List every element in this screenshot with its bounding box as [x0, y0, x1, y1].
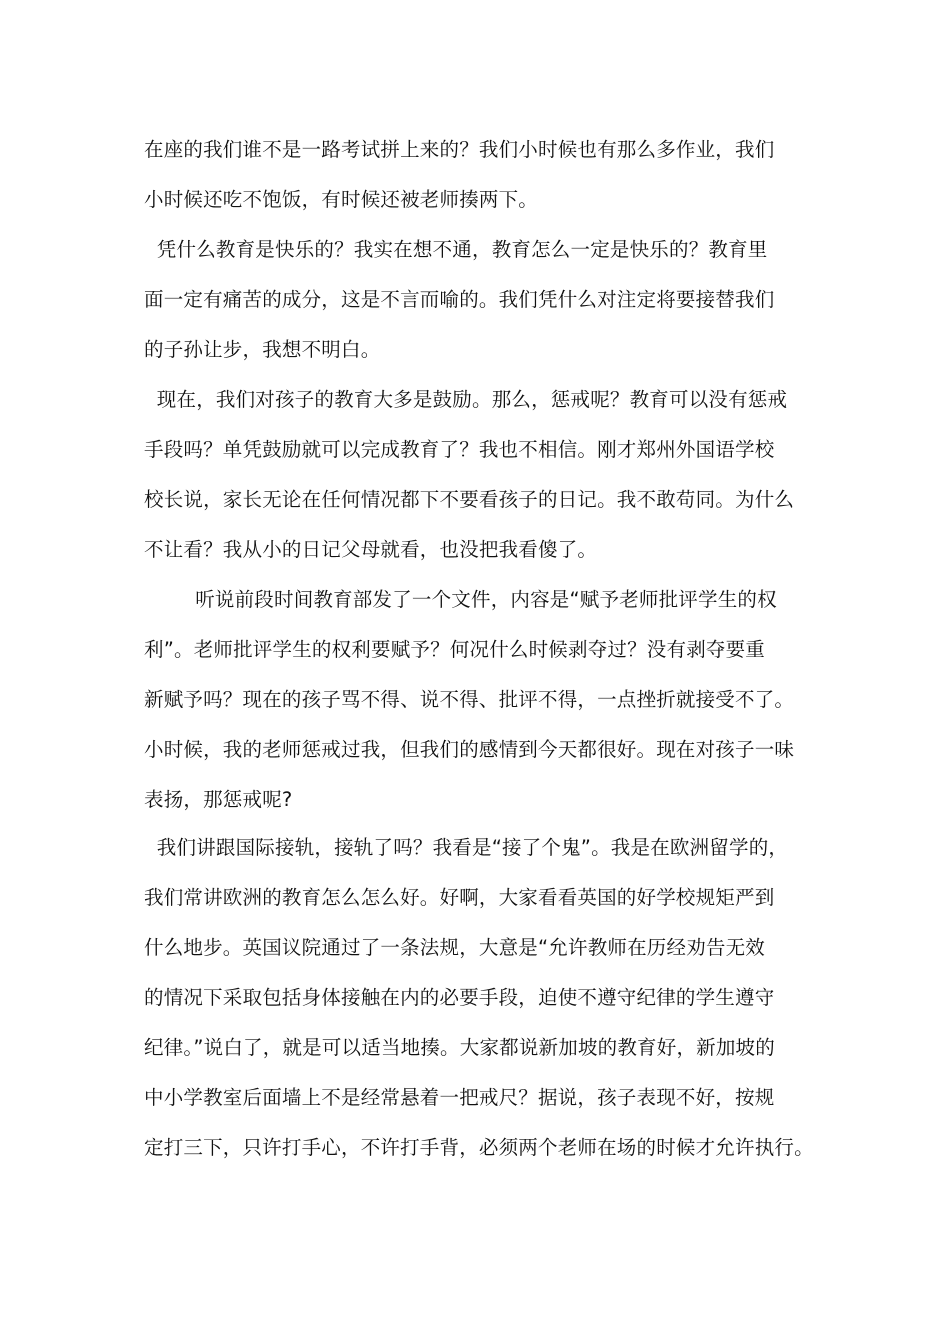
- text-line: 我们讲跟国际接轨，接轨了吗？我看是“接了个鬼”。我是在欧洲留学的，: [144, 836, 789, 859]
- text-line: 在座的我们谁不是一路考试拼上来的？我们小时候也有那么多作业，我们: [144, 138, 775, 161]
- text-line: 手段吗？单凭鼓励就可以完成教育了？我也不相信。刚才郑州外国语学校: [144, 438, 775, 461]
- text-line: 中小学教室后面墙上不是经常悬着一把戒尺？据说，孩子表现不好，按规: [144, 1086, 775, 1109]
- text-line: 面一定有痛苦的成分，这是不言而喻的。我们凭什么对注定将要接替我们: [144, 288, 775, 311]
- text-line: 什么地步。英国议院通过了一条法规，大意是“允许教师在历经劝告无效: [144, 936, 766, 959]
- text-line: 凭什么教育是快乐的？我实在想不通，教育怎么一定是快乐的？教育里: [144, 238, 768, 261]
- text-line: 纪律。”说白了，就是可以适当地揍。大家都说新加坡的教育好，新加坡的: [144, 1036, 775, 1059]
- text-line: 听说前段时间教育部发了一个文件，内容是“赋予老师批评学生的权: [144, 588, 777, 611]
- text-line: 小时候，我的老师惩戒过我，但我们的感情到今天都很好。现在对孩子一味: [144, 738, 795, 761]
- text-line: 现在，我们对孩子的教育大多是鼓励。那么，惩戒呢？教育可以没有惩戒: [144, 388, 788, 411]
- text-line: 校长说，家长无论在任何情况都下不要看孩子的日记。我不敢苟同。为什么: [144, 488, 795, 511]
- text-line: 的子孙让步，我想不明白。: [144, 338, 381, 361]
- text-line: 我们常讲欧洲的教育怎么怎么好。好啊，大家看看英国的好学校规矩严到: [144, 886, 775, 909]
- text-line: 小时候还吃不饱饭，有时候还被老师揍两下。: [144, 188, 539, 211]
- text-line: 定打三下，只许打手心，不许打手背，必须两个老师在场的时候才允许执行。: [144, 1136, 814, 1159]
- text-line: 新赋予吗？现在的孩子骂不得、说不得、批评不得，一点挫折就接受不了。: [144, 688, 795, 711]
- text-line: 表扬，那惩戒呢?: [144, 788, 293, 811]
- text-line: 不让看？我从小的日记父母就看，也没把我看傻了。: [144, 538, 598, 561]
- text-line: 的情况下采取包括身体接触在内的必要手段，迫使不遵守纪律的学生遵守: [144, 986, 775, 1009]
- text-line: 利”。老师批评学生的权利要赋予？何况什么时候剥夺过？没有剥夺要重: [144, 638, 766, 661]
